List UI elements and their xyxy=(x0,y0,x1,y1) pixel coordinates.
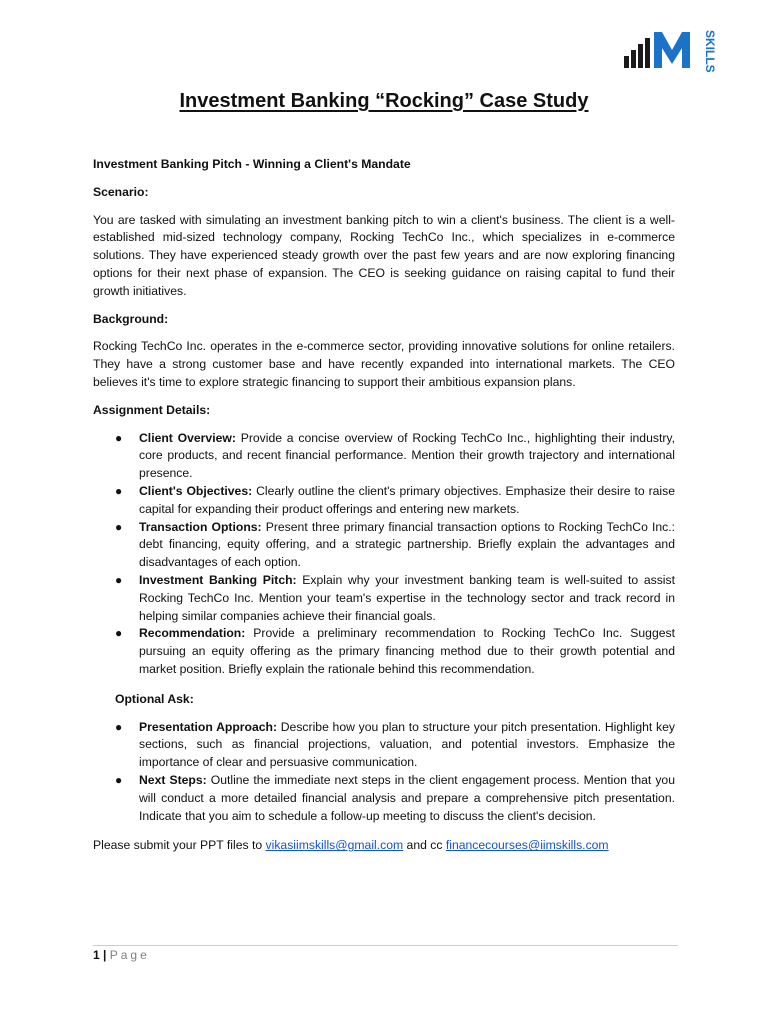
page-separator: | xyxy=(99,948,110,962)
background-heading: Background: xyxy=(93,311,169,326)
page-footer xyxy=(93,948,150,962)
footer-divider xyxy=(93,945,678,946)
list-item: ● Next Steps: Outline the immediate next steps in the client engagement process. Mention that you will conduct a more detailed financial analysis and prepare a comprehensive pitch presentation. Indicate that you aim to schedule a follow-up meeting to discuss the client's decision. xyxy=(115,772,675,823)
bullet-icon: ● xyxy=(115,430,123,445)
scenario-heading: Scenario: xyxy=(93,184,149,199)
list-item: ● Transaction Options: Present three primary financial transaction options to Rocking TechCo Inc.: debt financing, equity offering, and a strategic partnership. Briefly explain the advantages and disadvantages of each option. xyxy=(115,519,675,570)
document-body xyxy=(93,156,675,865)
email-link-cc[interactable]: financecourses@iimskills.com xyxy=(445,838,609,853)
assignment-list xyxy=(93,430,675,679)
list-item: ● Presentation Approach: Describe how you plan to structure your pitch presentation. Highlight key sections, such as financial projections, valuation, and potential investors. Emphasize the importance of clear and persuasive communication. xyxy=(115,719,675,770)
scenario-text: You are tasked with simulating an investment banking pitch to win a client's business. The client is a well-established mid-sized technology company, Rocking TechCo Inc., which specializes in e-commerce solutions. They have experienced steady growth over the past few years and are now exploring financing options for their next phase of expansion. The CEO is seeking guidance on raising capital to fund their growth initiatives. xyxy=(93,212,675,298)
assignment-heading: Assignment Details: xyxy=(93,402,211,417)
background-text: Rocking TechCo Inc. operates in the e-commerce sector, providing innovative solutions for online retailers. They have a strong customer base and have recently expanded into international markets. The CEO believes it's time to explore strategic financing to support their ambitious expansion plans. xyxy=(93,339,675,389)
page-title: Investment Banking “Rocking” Case Study xyxy=(179,90,589,112)
iim-skills-logo xyxy=(624,26,717,73)
bullet-icon: ● xyxy=(115,719,123,734)
optional-list xyxy=(93,719,675,826)
bullet-icon: ● xyxy=(115,572,123,587)
bullet-icon: ● xyxy=(115,772,123,787)
optional-heading: Optional Ask: xyxy=(115,691,194,706)
list-item: ● Client Overview: Provide a concise overview of Rocking TechCo Inc., highlighting their industry, core products, and recent financial performance. Mention their growth trajectory and international presence. xyxy=(115,430,675,481)
list-item: ● Client's Objectives: Clearly outline the client's primary objectives. Emphasize their desire to raise capital for expanding their product offerings and entering new markets. xyxy=(115,483,675,516)
bullet-icon: ● xyxy=(115,519,123,534)
bullet-icon: ● xyxy=(115,483,123,498)
list-item: ● Investment Banking Pitch: Explain why your investment banking team is well-suited to assist Rocking TechCo Inc. Mention your team's expertise in the technology sector and track record in helping similar companies achieve their financial goals. xyxy=(115,572,675,623)
subtitle: Investment Banking Pitch - Winning a Client's Mandate xyxy=(93,157,411,171)
email-link-primary[interactable]: vikasiimskills@gmail.com xyxy=(265,838,404,853)
page-label: Page xyxy=(109,948,150,962)
logo-text: SKILLS xyxy=(703,30,717,73)
submit-line: Please submit your PPT files to vikasiimskills@gmail.com and cc financecourses@iimskills.com xyxy=(93,838,609,853)
page-number: 1 xyxy=(93,948,100,962)
bullet-icon: ● xyxy=(115,626,123,641)
list-item: ● Recommendation: Provide a preliminary recommendation to Rocking TechCo Inc. Suggest pursuing an equity offering as the primary financing method due to their growth potential and market position. Briefly explain the rationale behind this recommendation. xyxy=(115,626,675,676)
